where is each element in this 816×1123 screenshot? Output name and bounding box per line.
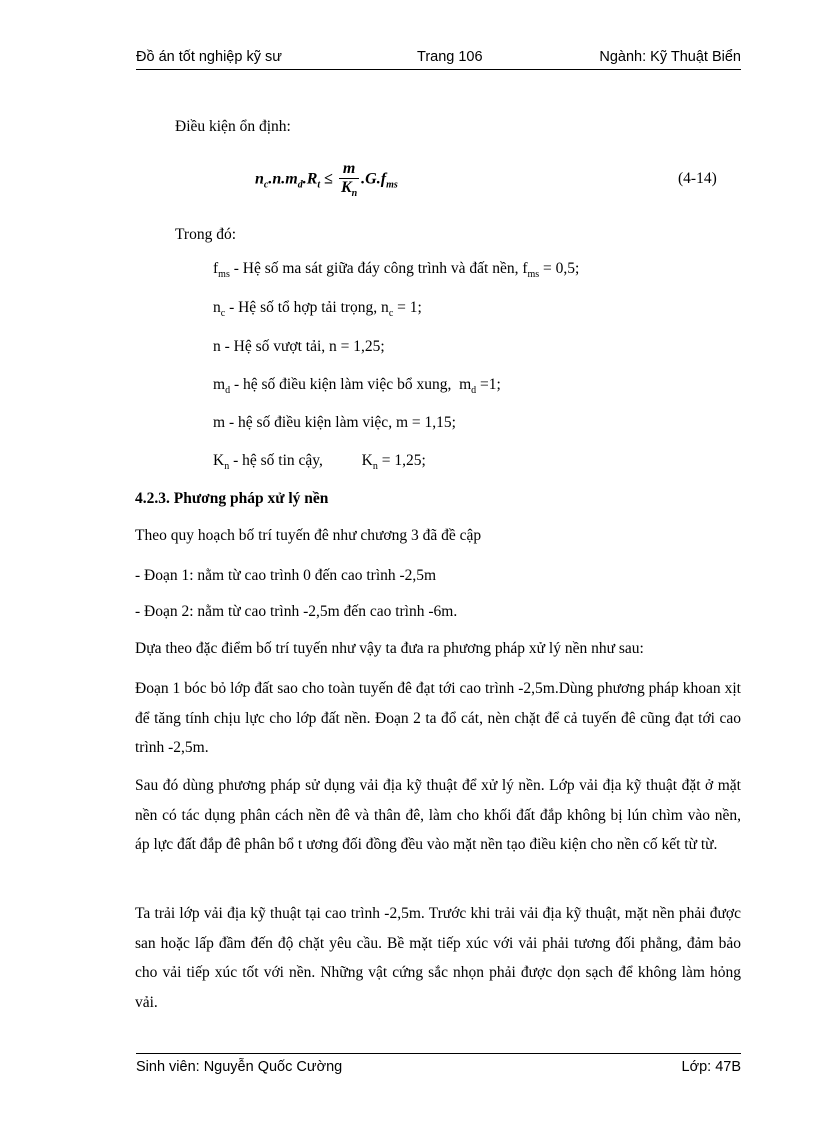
header-center: Trang 106 — [417, 49, 483, 65]
definition-symbol: f — [213, 260, 219, 277]
eq-lhs-3-sub: t — [317, 179, 321, 191]
paragraph-1: Đoạn 1 bóc bỏ lớp đất sao cho toàn tuyến đê đạt tới cao trình -2,5m.Dùng phương pháp khoan xịt để tăng tính chịu lực cho lớp đất nền. Đoạn 2 ta đổ cát, nèn chặt để cả tuyến đê cũng đạt tới cao trình -2,5m. — [135, 680, 741, 756]
definition-value: = 1,25; — [377, 452, 426, 469]
equation-number: (4-14) — [678, 170, 717, 187]
definition-item — [213, 452, 816, 472]
text-line-1: Theo quy hoạch bố trí tuyến đê như chương 3 đã đề cập — [135, 527, 482, 544]
definition-value-sub: c — [388, 308, 394, 320]
header-right: Ngành: Kỹ Thuật Biển — [599, 49, 741, 65]
definition-item — [213, 260, 816, 280]
definition-text: - Hệ số tổ hợp tải trọng, n — [225, 299, 389, 316]
paragraph-3: Ta trải lớp vải địa kỹ thuật tại cao trình -2,5m. Trước khi trải vải địa kỹ thuật, mặt nền phải được san hoặc lấp đầm đến độ chặt yêu cầu. Bề mặt tiếp xúc với vải phải tương đối phẳng, đảm bảo cho vải tiếp xúc tốt với nền. Những vật cứng sắc nhọn phải được dọn sạch để không làm hỏng vải. — [135, 905, 741, 1011]
header-left: Đồ án tốt nghiệp kỹ sư — [136, 49, 282, 65]
definition-text: - hệ số điều kiện làm việc bổ xung, m — [230, 376, 472, 393]
eq-lhs-3: .R — [302, 170, 318, 188]
definition-symbol-sub: d — [225, 385, 231, 397]
eq-frac-den-main: K — [340, 179, 352, 196]
definition-symbol-sub: n — [224, 461, 230, 473]
eq-frac-den — [339, 179, 359, 199]
eq-lhs-1: n — [255, 170, 264, 188]
eq-rhs-1: .G.f — [361, 170, 387, 188]
definition-symbol: m — [213, 414, 226, 431]
where-label: Trong đó: — [175, 226, 237, 243]
definition-value-sub: d — [471, 385, 477, 397]
definition-value-sub: ms — [527, 269, 540, 281]
definition-value-sub: n — [372, 461, 378, 473]
definition-symbol-sub: ms — [218, 269, 230, 281]
eq-fraction — [339, 160, 359, 199]
footer-right: Lớp: 47B — [681, 1059, 741, 1075]
definition-value: = 0,5; — [539, 260, 580, 277]
text-line-4: Dựa theo đặc điểm bố trí tuyến như vậy ta đưa ra phương pháp xử lý nền như sau: — [135, 640, 644, 657]
definition-value: = 1; — [393, 299, 422, 316]
definition-symbol: K — [213, 452, 225, 469]
page-footer — [136, 1053, 741, 1078]
section-title: 4.2.3. Phương pháp xử lý nền — [135, 490, 329, 507]
eq-rhs-1-sub: ms — [386, 179, 398, 191]
eq-frac-den-sub: n — [351, 188, 358, 200]
paragraph-2: Sau đó dùng phương pháp sử dụng vải địa kỹ thuật để xử lý nền. Lớp vải địa kỹ thuật đặt ở mặt nền có tác dụng phân cách nền đê và thân đê, làm cho khối đất đắp không bị lún chìm vào nền, áp lực đất đắp đê phân bổ t ương đối đồng đều vào mặt nền tạo điều kiện cho nền cố kết từ từ. — [135, 777, 741, 853]
equation — [255, 160, 398, 199]
eq-lhs-2-sub: d — [297, 179, 303, 191]
text-line-3: - Đoạn 2: nằm từ cao trình -2,5m đến cao trình -6m. — [135, 603, 458, 620]
definition-item — [213, 338, 816, 358]
definition-text: - hệ số tin cậy, K — [229, 452, 373, 469]
stability-label: Điều kiện ổn định: — [175, 118, 291, 135]
definition-item — [213, 299, 816, 319]
page-header — [136, 49, 741, 70]
definition-value: =1; — [476, 376, 501, 393]
eq-frac-num: m — [339, 160, 359, 179]
eq-operator: ≤ — [324, 170, 333, 188]
definition-symbol: n — [213, 338, 221, 355]
definition-text: - Hệ số vượt tải, n = 1,25; — [220, 338, 385, 355]
definition-item — [213, 376, 816, 396]
definition-item — [213, 414, 816, 434]
definition-symbol: m — [213, 376, 226, 393]
eq-lhs-1-sub: c — [263, 179, 269, 191]
definition-symbol-sub: c — [220, 308, 226, 320]
definition-text: - Hệ số ma sát giữa đáy công trình và đất nền, f — [229, 260, 528, 277]
definition-symbol: n — [213, 299, 221, 316]
text-line-2: - Đoạn 1: nằm từ cao trình 0 đến cao trình -2,5m — [135, 567, 437, 584]
definition-text: - hệ số điều kiện làm việc, m = 1,15; — [225, 414, 456, 431]
footer-left: Sinh viên: Nguyễn Quốc Cường — [136, 1059, 343, 1075]
eq-lhs-2: .n.m — [268, 170, 298, 188]
